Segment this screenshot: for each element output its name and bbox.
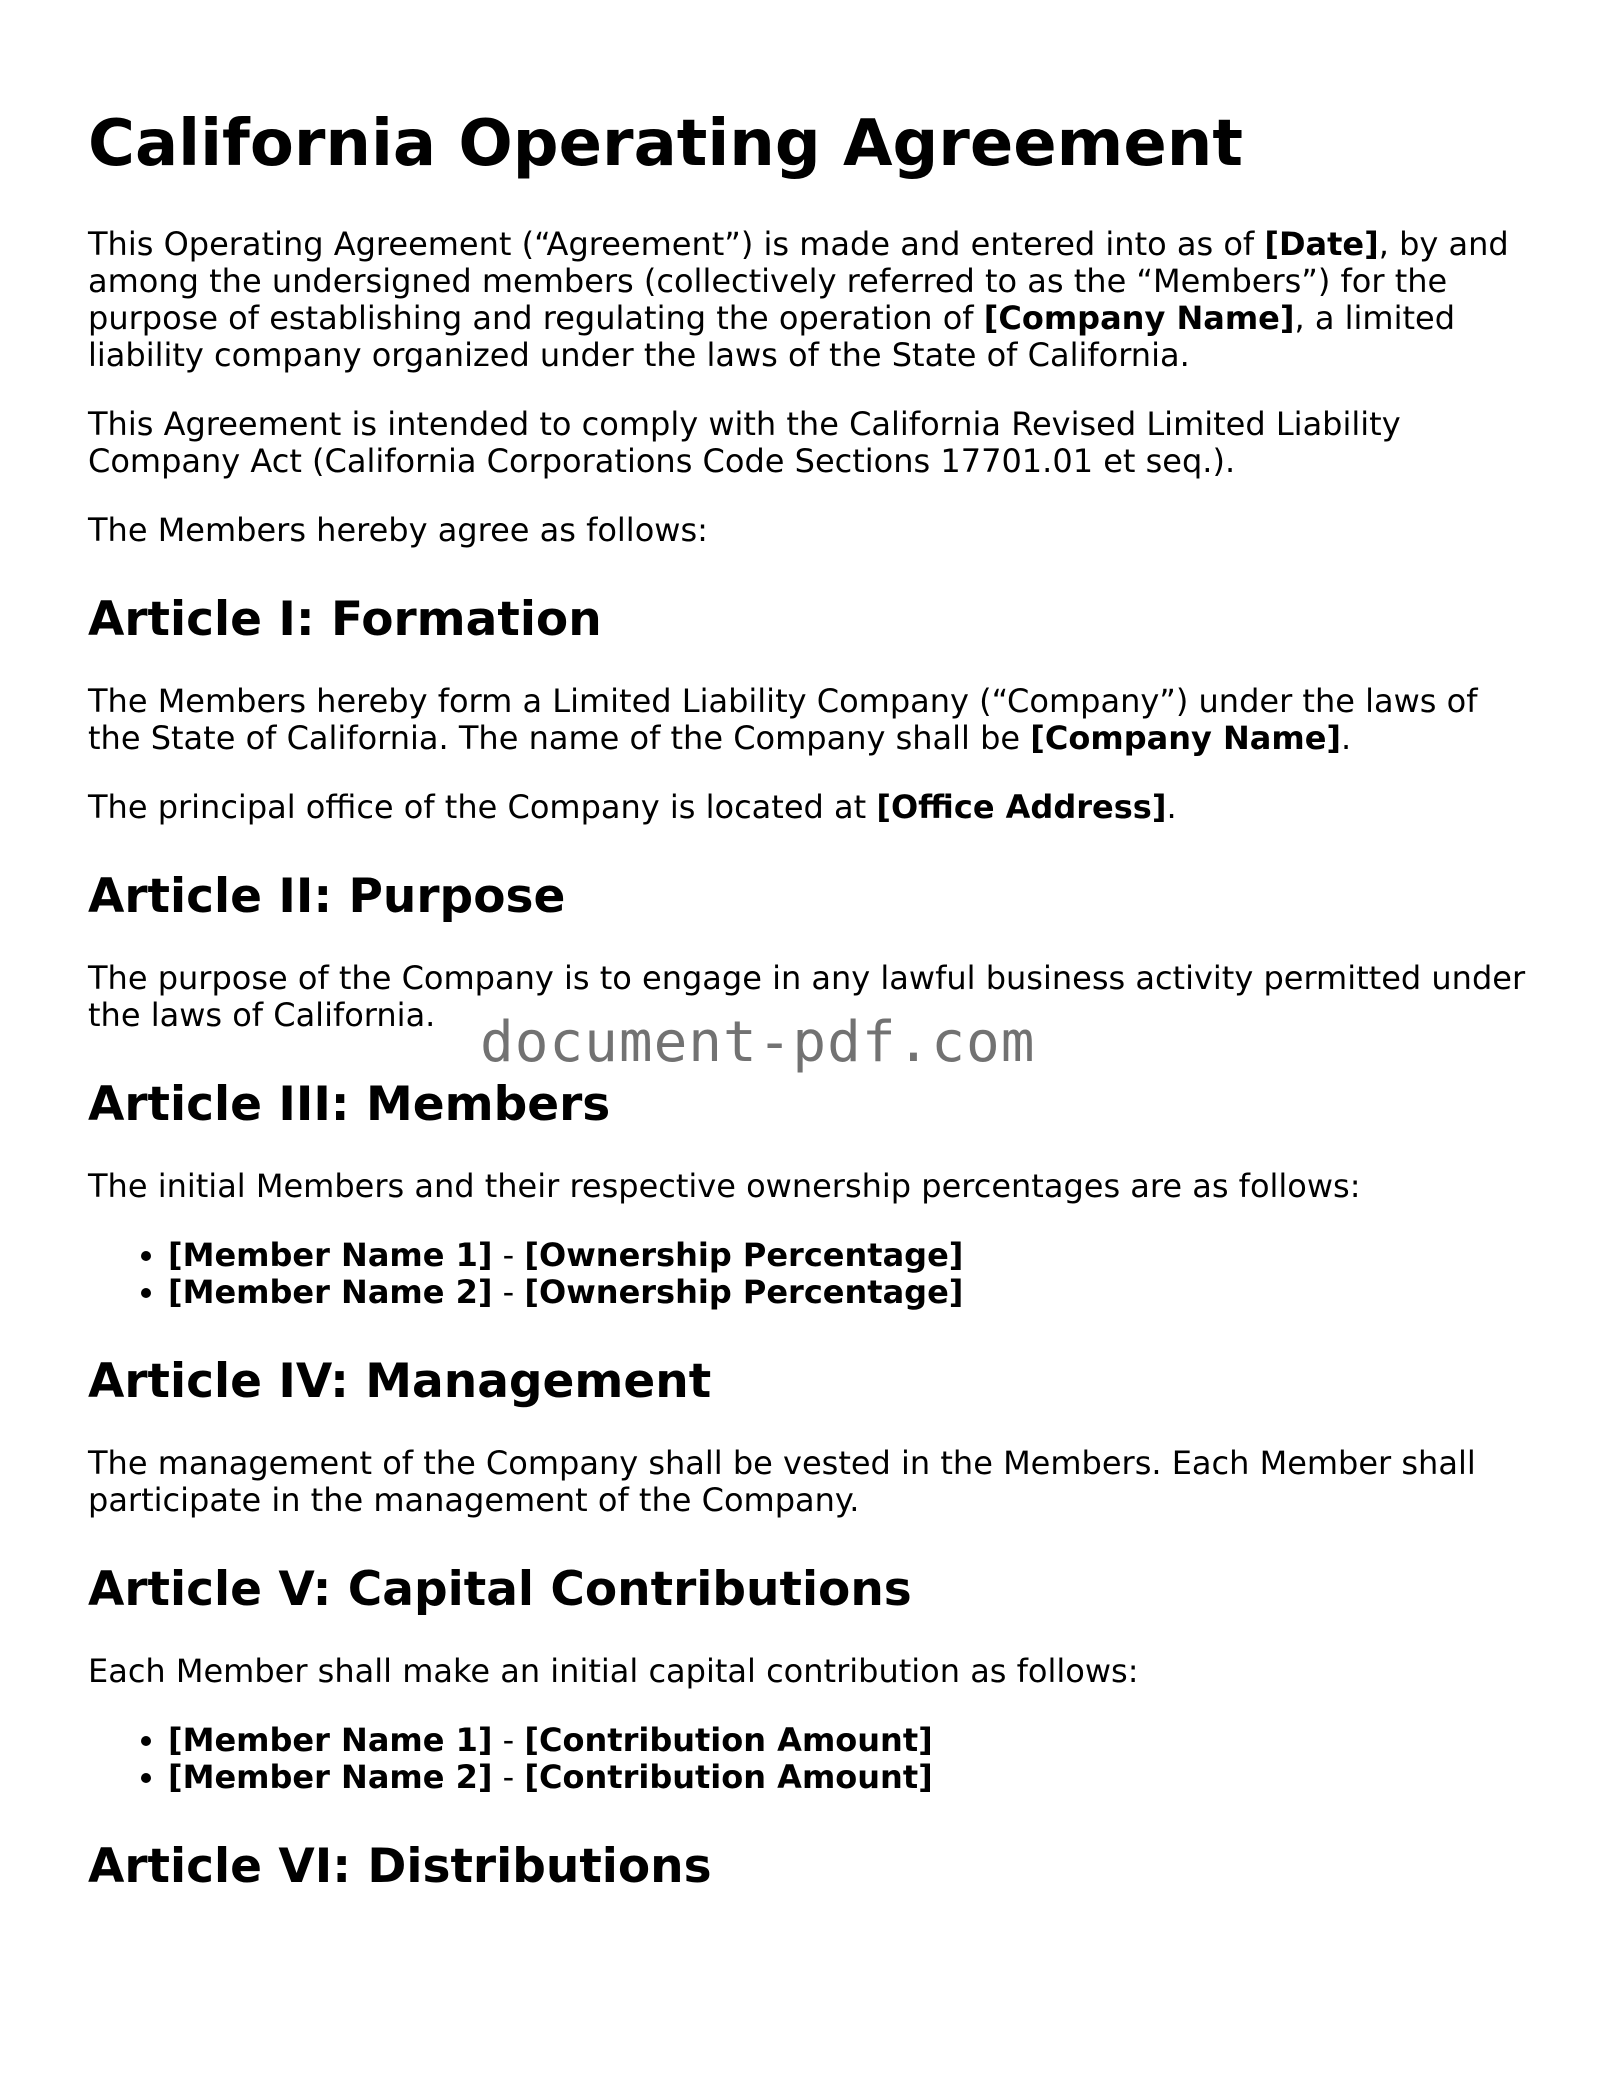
article-4-paragraph-1: The management of the Company shall be vested in the Members. Each Member shall participate in the management of the Company.	[88, 1443, 1476, 1519]
list-separator: -	[492, 1757, 525, 1796]
article-1-heading: Article I: Formation	[88, 591, 602, 647]
intro-text: , a limited liability company organized under the laws of the State of California.	[88, 298, 1456, 374]
contribution-placeholder: [Contribution Amount]	[524, 1720, 933, 1759]
article-6-heading: Article VI: Distributions	[88, 1838, 712, 1894]
list-item	[168, 1722, 1528, 1759]
member-name-placeholder: [Member Name 2]	[168, 1757, 493, 1796]
article-4-heading: Article IV: Management	[88, 1353, 712, 1409]
contribution-placeholder: [Contribution Amount]	[524, 1757, 933, 1796]
intro-paragraph-3: The Members hereby agree as follows:	[88, 510, 708, 549]
contributions-list	[88, 1722, 1528, 1796]
article-text: .	[1166, 787, 1177, 826]
article-3-heading: Article III: Members	[88, 1076, 611, 1132]
list-separator: -	[492, 1720, 525, 1759]
document-title: California Operating Agreement	[88, 107, 1243, 181]
members-list	[88, 1237, 1528, 1311]
article-5-heading: Article V: Capital Contributions	[88, 1561, 912, 1617]
article-text: The Members hereby form a Limited Liability Company (“Company”) under the laws of the State of California. The name of the Company shall be	[88, 681, 1478, 757]
company-name-placeholder: [Company Name]	[983, 298, 1295, 337]
ownership-placeholder: [Ownership Percentage]	[524, 1235, 964, 1274]
list-item	[168, 1237, 1528, 1274]
intro-paragraph-2: This Agreement is intended to comply with the California Revised Limited Liability Company Act (California Corporations Code Sections 17701.01 et seq.).	[88, 404, 1401, 480]
article-5-paragraph-1: Each Member shall make an initial capital contribution as follows:	[88, 1651, 1139, 1690]
article-2-heading: Article II: Purpose	[88, 868, 566, 924]
ownership-placeholder: [Ownership Percentage]	[524, 1272, 964, 1311]
intro-paragraph-1	[88, 226, 1528, 374]
office-address-placeholder: [Office Address]	[876, 787, 1167, 826]
member-name-placeholder: [Member Name 2]	[168, 1272, 493, 1311]
intro-text: , by and among the undersigned members (collectively referred to as the “Members”) for the purpose of establishing and regulating the operation of	[88, 224, 1509, 337]
article-2-paragraph-1: The purpose of the Company is to engage in any lawful business activity permitted under the laws of California.	[88, 958, 1526, 1034]
list-separator: -	[492, 1235, 525, 1274]
member-name-placeholder: [Member Name 1]	[168, 1235, 493, 1274]
watermark: document-pdf.com	[480, 1010, 1036, 1075]
article-1-paragraph-2	[88, 789, 1528, 826]
date-placeholder: [Date]	[1264, 224, 1379, 263]
article-1-paragraph-1	[88, 683, 1528, 757]
company-name-placeholder: [Company Name]	[1030, 718, 1342, 757]
intro-text: This Operating Agreement (“Agreement”) is made and entered into as of	[88, 224, 1265, 263]
article-text: The principal office of the Company is located at	[88, 787, 877, 826]
article-text: .	[1341, 718, 1352, 757]
member-name-placeholder: [Member Name 1]	[168, 1720, 493, 1759]
list-separator: -	[492, 1272, 525, 1311]
list-item	[168, 1759, 1528, 1796]
list-item	[168, 1274, 1528, 1311]
article-3-paragraph-1: The initial Members and their respective ownership percentages are as follows:	[88, 1166, 1361, 1205]
